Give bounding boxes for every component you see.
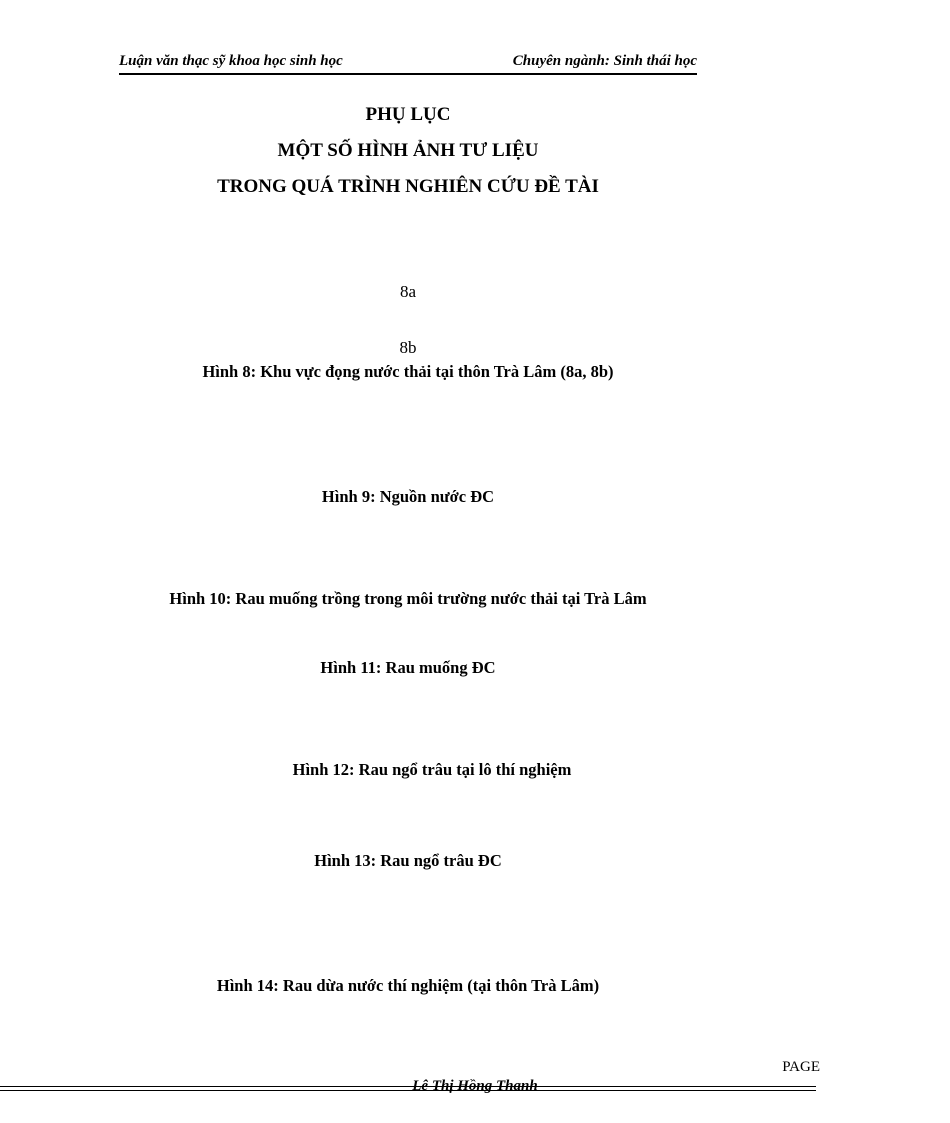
title-line-2: MỘT SỐ HÌNH ẢNH TƯ LIỆU: [277, 140, 539, 161]
figure-caption-14: Hình 14: Rau dừa nước thí nghiệm (tại thôn Trà Lâm): [216, 976, 600, 995]
header-rule: [119, 73, 697, 75]
figure-caption-13: Hình 13: Rau ngổ trâu ĐC: [314, 851, 502, 870]
figure-label-8b: 8b: [399, 338, 417, 357]
figure-caption-12: Hình 12: Rau ngổ trâu tại lô thí nghiệm: [292, 760, 572, 779]
figure-label-8a: 8a: [399, 282, 417, 301]
footer-author: Lê Thị Hồng Thanh: [412, 1078, 538, 1094]
page-label: PAGE: [782, 1059, 820, 1075]
figure-caption-10: Hình 10: Rau muống trồng trong môi trường nước thải tại Trà Lâm: [169, 589, 647, 608]
header-left: Luận văn thạc sỹ khoa học sinh học: [119, 53, 343, 69]
title-line-1: PHỤ LỤC: [365, 104, 451, 125]
figure-caption-11: Hình 11: Rau muống ĐC: [320, 658, 496, 677]
figure-caption-8: Hình 8: Khu vực đọng nước thải tại thôn Trà Lâm (8a, 8b): [202, 362, 614, 381]
figure-caption-9: Hình 9: Nguồn nước ĐC: [321, 487, 495, 506]
title-line-3: TRONG QUÁ TRÌNH NGHIÊN CỨU ĐỀ TÀI: [217, 176, 599, 197]
header-right: Chuyên ngành: Sinh thái học: [512, 53, 697, 69]
